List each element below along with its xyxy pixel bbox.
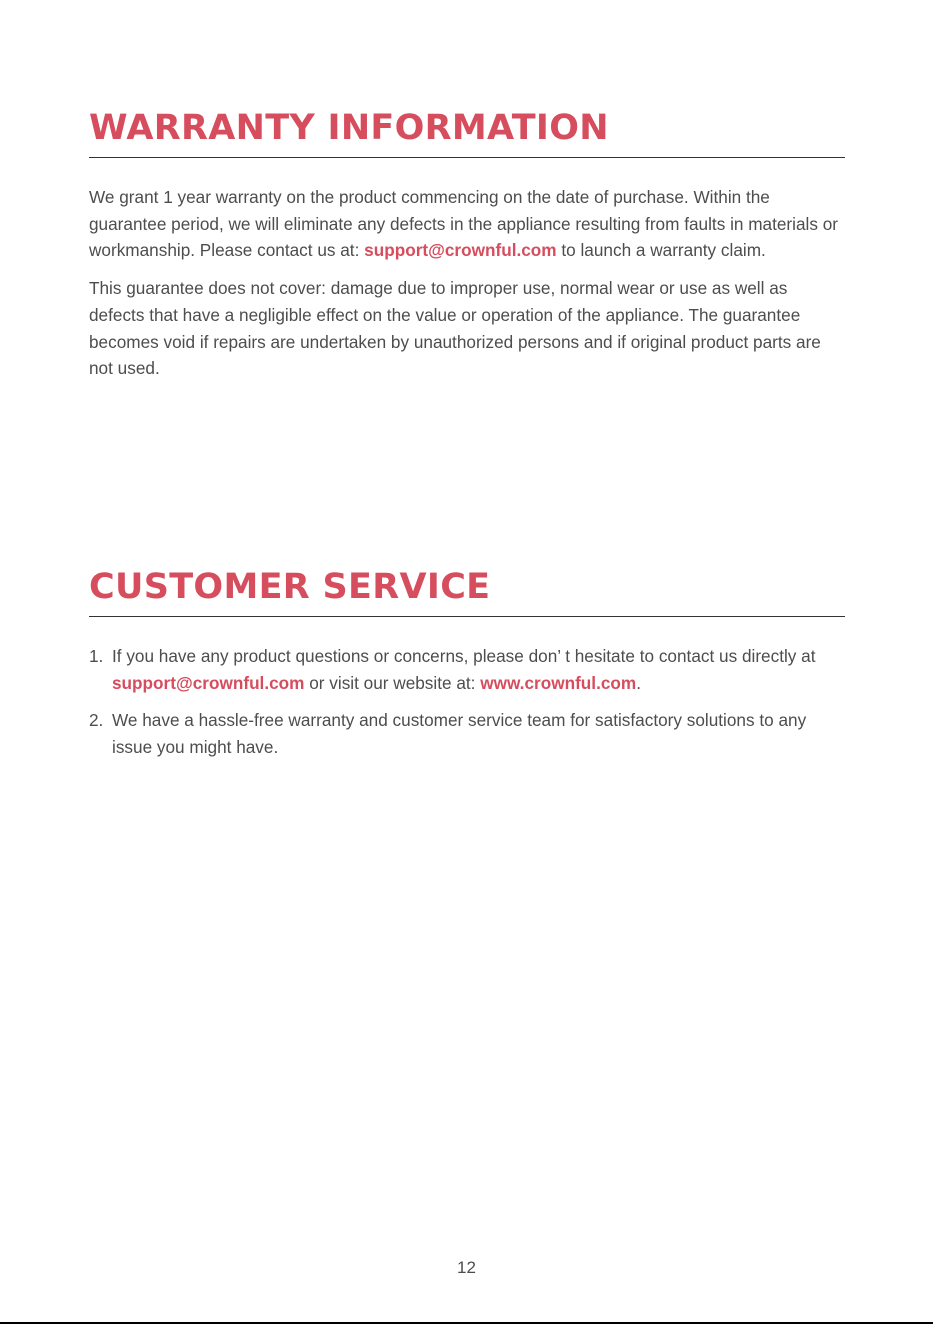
customer-service-title: CUSTOMER SERVICE: [89, 567, 491, 607]
warranty-paragraph-1-text-start: We grant 1 year warranty on the product commencing on the date of purchase. Within the guarantee period, we will eliminate any defects in the appliance resulting from faults in materials or workmanship. Please contact us at:: [89, 187, 838, 261]
list-item: [89, 707, 845, 760]
list-item-text-end: .: [636, 672, 641, 693]
warranty-section: [89, 108, 845, 382]
warranty-divider: [89, 157, 845, 158]
customer-service-divider: [89, 616, 845, 617]
list-item-number: 1.: [89, 646, 104, 666]
list-item-text-middle: or visit our website at:: [304, 672, 481, 693]
warranty-paragraph-1-text-end: to launch a warranty claim.: [556, 240, 766, 261]
page-number: 12: [457, 1258, 476, 1277]
customer-service-list: [89, 643, 845, 761]
customer-service-section: [89, 567, 845, 761]
website-link[interactable]: www.crownful.com: [480, 672, 637, 693]
list-item-text: We have a hassle-free warranty and customer service team for satisfactory solutions to any issue you might have.: [112, 710, 807, 758]
warranty-paragraph-1: [89, 184, 845, 264]
support-email-link[interactable]: support@crownful.com: [364, 240, 557, 261]
warranty-title: WARRANTY INFORMATION: [89, 108, 609, 148]
support-email-link[interactable]: support@crownful.com: [112, 672, 305, 693]
list-item-number: 2.: [89, 710, 104, 731]
list-item: [89, 643, 845, 696]
warranty-paragraph-2: This guarantee does not cover: damage due to improper use, normal wear or use as well as defects that have a negligible effect on the value or operation of the appliance. The guarantee becomes void if repairs are undertaken by unauthorized persons and if original product parts are not used.: [89, 278, 821, 379]
list-item-text-start: If you have any product questions or concerns, please don’ t hesitate to contact us directly at: [112, 646, 816, 666]
